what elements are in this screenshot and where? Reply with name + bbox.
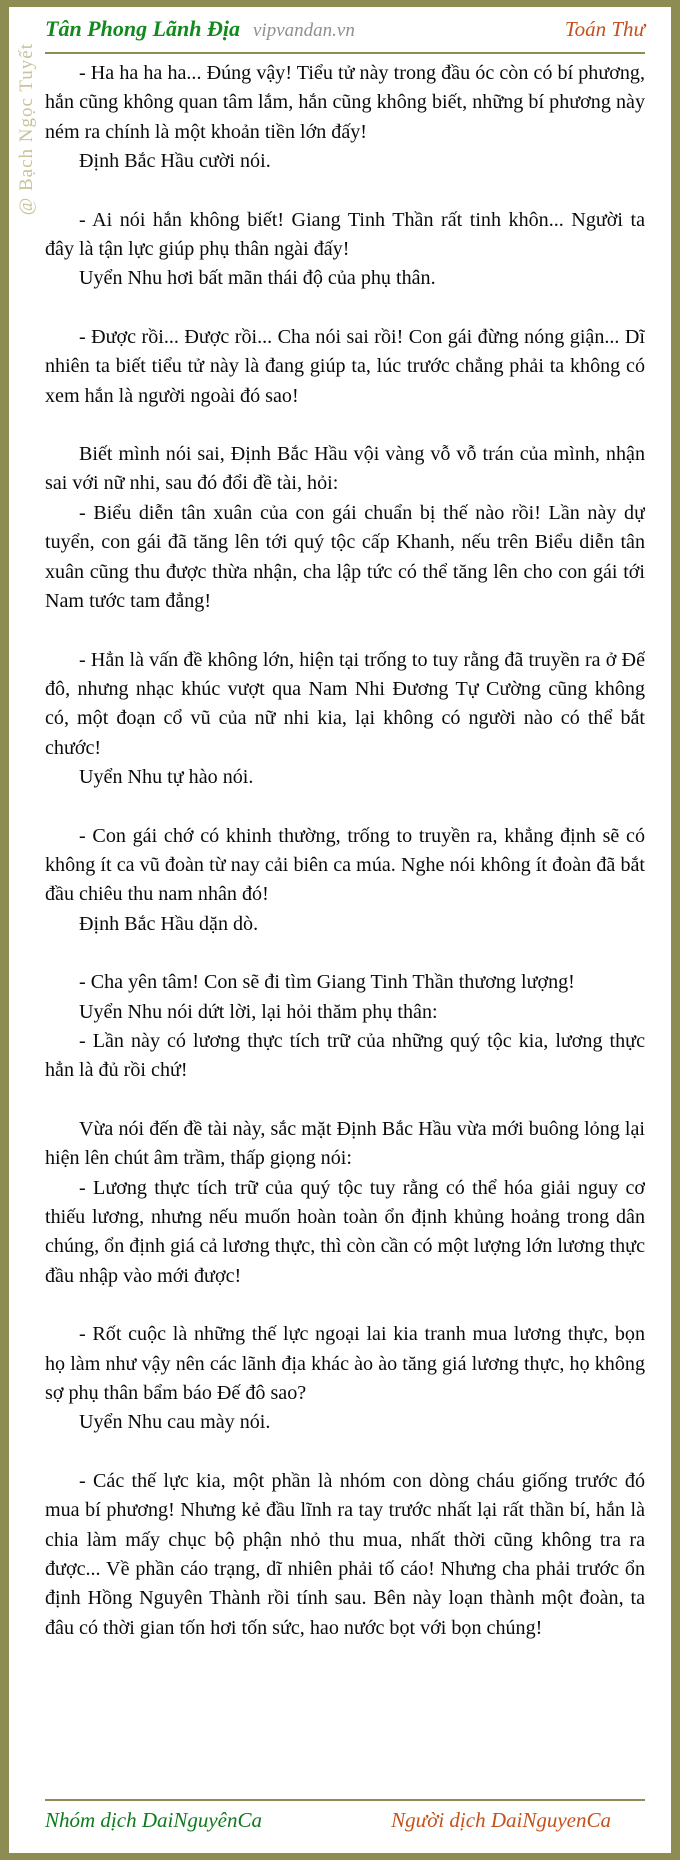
body-paragraph: Uyển Nhu tự hào nói. bbox=[79, 766, 254, 789]
watermark-text: @ Bạch Ngọc Tuyết bbox=[15, 43, 37, 216]
book-title: Toán Thư bbox=[564, 17, 645, 41]
body-paragraph: - Ai nói hắn không biết! Giang Tinh Thần rất tinh khôn... Người ta đây là tận lực giúp phụ thân ngài đấy! bbox=[45, 208, 645, 261]
body-paragraph: Định Bắc Hầu cười nói. bbox=[79, 150, 271, 173]
body-paragraph: - Ha ha ha ha... Đúng vậy! Tiểu tử này trong đầu óc còn có bí phương, hắn cũng không quan tâm lắm, hắn cũng không biết, những bí phương này ném ra chính là một khoản tiền lớn đấy! bbox=[45, 62, 645, 143]
page-header bbox=[45, 16, 645, 54]
body-paragraph: - Rốt cuộc là những thế lực ngoại lai kia tranh mua lương thực, bọn họ làm như vậy nên các lãnh địa khác ào ào tăng giá lương thực, họ không sợ phụ thân bẩm báo Đế đô sao? bbox=[45, 1323, 645, 1405]
vertical-watermark bbox=[11, 43, 41, 343]
body-paragraph: - Được rồi... Được rồi... Cha nói sai rồi! Con gái đừng nóng giận... Dĩ nhiên ta biết tiểu tử này là đang giúp ta, lúc trước chẳng phải ta không có xem hắn là người ngoài đó sao! bbox=[45, 325, 645, 407]
body-paragraph: Uyển Nhu nói dứt lời, lại hỏi thăm phụ thân: bbox=[79, 1000, 438, 1023]
translation-group-label: Nhóm dịch DaiNguyênCa bbox=[45, 1808, 262, 1832]
chapter-body bbox=[45, 59, 645, 1761]
paragraph-spacer bbox=[45, 1291, 645, 1320]
body-paragraph: Biết mình nói sai, Định Bắc Hầu vội vàng vỗ vỗ trán của mình, nhận sai với nữ nhi, sau đó đổi đề tài, hỏi: bbox=[45, 443, 645, 495]
paragraph-spacer bbox=[45, 1438, 645, 1467]
body-paragraph: Uyển Nhu hơi bất mãn thái độ của phụ thân. bbox=[79, 267, 436, 290]
body-paragraph: - Hẳn là vấn đề không lớn, hiện tại trống to tuy rằng đã truyền ra ở Đế đô, nhưng nhạc khúc vượt qua Nam Nhi Đương Tự Cường cũng không có, một đoạn cổ vũ của nữ nhi kia, lại không có người nào có thể bắt chước! bbox=[45, 648, 645, 759]
site-domain[interactable]: vipvandan.vn bbox=[253, 20, 355, 41]
body-paragraph: - Các thế lực kia, một phần là nhóm con dòng cháu giống trước đó mua bí phương! Nhưng kẻ đầu lĩnh ra tay trước nhất lại rất thần bí, hắn là chia làm mấy chục bộ phận nhỏ thu mua, nhất thời cũng không tra ra được... Về phần cáo trạng, dĩ nhiên phải tố cáo! Nhưng cha phải trước ổn định Hồng Nguyên Thành rồi tính sau. Bên này loạn thành một đoàn, ta đâu có thời gian tốn hơi tốn sức, hao nước bọt với bọn chúng! bbox=[45, 1469, 645, 1639]
paragraph-spacer bbox=[45, 411, 645, 440]
body-paragraph: - Lần này có lương thực tích trữ của những quý tộc kia, lương thực hẳn là đủ rồi chứ! bbox=[45, 1029, 645, 1082]
body-paragraph: - Con gái chớ có khinh thường, trống to truyền ra, khẳng định sẽ có không ít ca vũ đoàn từ nay cải biên ca múa. Nghe nói không ít đoàn đã bắt đầu chiêu thu nam nhân đó! bbox=[45, 824, 645, 906]
body-paragraph: Vừa nói đến đề tài này, sắc mặt Định Bắc Hầu vừa mới buông lỏng lại hiện lên chút âm trầm, thấp giọng nói: bbox=[45, 1117, 645, 1170]
paragraph-spacer bbox=[45, 177, 645, 206]
body-paragraph: - Cha yên tâm! Con sẽ đi tìm Giang Tinh Thần thương lượng! bbox=[79, 971, 575, 994]
paragraph-spacer bbox=[45, 793, 645, 822]
translator-label: Người dịch DaiNguyenCa bbox=[391, 1808, 611, 1832]
paragraph-spacer bbox=[45, 617, 645, 646]
site-title: Tân Phong Lãnh Địa bbox=[45, 16, 240, 41]
body-paragraph: - Biểu diễn tân xuân của con gái chuẩn bị thế nào rồi! Lần này dự tuyển, con gái đã tăng lên tới quý tộc cấp Khanh, nếu trên Biểu diễn tân xuân cũng thu được thừa nhận, cha lập tức có thể tăng lên cho con gái tới Nam tước tam đẳng! bbox=[45, 501, 645, 613]
body-paragraph: Định Bắc Hầu dặn dò. bbox=[79, 912, 259, 935]
paragraph-spacer bbox=[45, 939, 645, 968]
body-paragraph: - Lương thực tích trữ của quý tộc tuy rằng có thể hóa giải nguy cơ thiếu lương, nhưng nếu muốn hoàn toàn ổn định khủng hoảng trong dân chúng, ổn định giá cả lương thực, thì còn cần có một lượng lớn lương thực đầu nhập vào mới được! bbox=[45, 1176, 645, 1287]
page-footer bbox=[45, 1799, 645, 1843]
paragraph-spacer bbox=[45, 1086, 645, 1115]
body-paragraph: Uyển Nhu cau mày nói. bbox=[79, 1411, 271, 1434]
paragraph-spacer bbox=[45, 294, 645, 323]
